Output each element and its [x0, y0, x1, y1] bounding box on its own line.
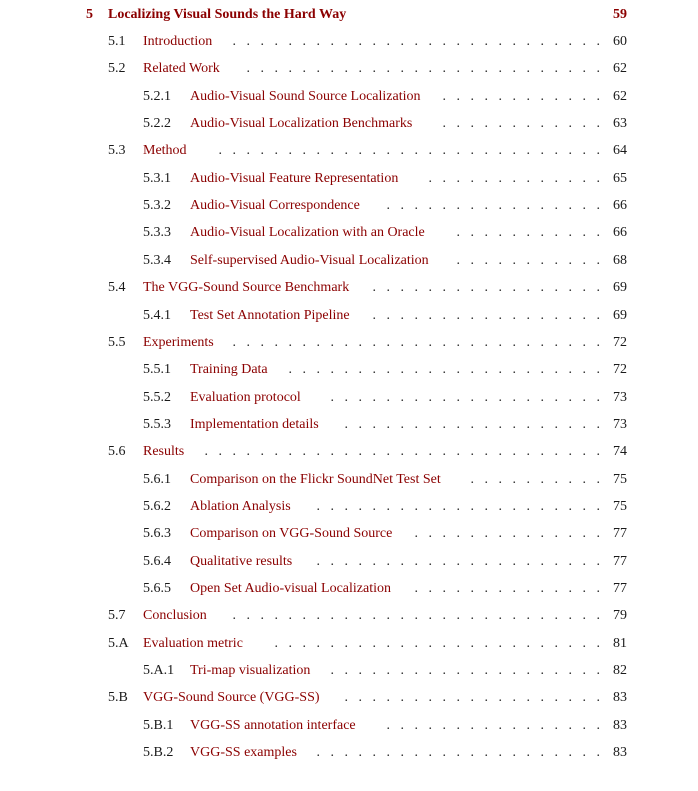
page-number: 83 [613, 717, 627, 733]
toc-section-row [0, 634, 698, 654]
section-number: 5.B [108, 690, 128, 706]
toc-section-row [0, 688, 698, 708]
section-title-link[interactable]: Related Work [143, 61, 220, 77]
subsection-number: 5.6.5 [143, 581, 171, 596]
toc-subsection-row [0, 524, 698, 544]
chapter-title-link[interactable]: Localizing Visual Sounds the Hard Way [108, 7, 347, 22]
toc-subsection-row [0, 306, 698, 326]
subsection-number: 5.5.3 [143, 416, 171, 432]
dot-leader: . . . . . . . . . . . . . . . . [386, 717, 600, 733]
section-title-link[interactable]: VGG-Sound Source (VGG-SS) [143, 690, 320, 706]
dot-leader: . . . . . . . . . . . . [442, 116, 600, 132]
dot-leader: . . . . . . . . . . . . . . . . . . . . [330, 389, 600, 405]
toc-subsection-row [0, 497, 698, 517]
toc-subsection-row [0, 196, 698, 216]
toc-subsection-row [0, 579, 698, 599]
toc-section-row [0, 59, 698, 79]
subsection-title-link[interactable]: Implementation details [190, 416, 319, 432]
subsection-number: 5.B.2 [143, 745, 174, 761]
section-title-link[interactable]: Introduction [143, 34, 213, 49]
page-number: 62 [613, 61, 627, 77]
toc-subsection-row [0, 415, 698, 435]
subsection-number: 5.3.2 [143, 198, 171, 214]
page-number: 72 [613, 334, 627, 350]
subsection-number: 5.6.2 [143, 498, 171, 514]
section-title-link[interactable]: Results [143, 444, 185, 460]
page-number: 65 [613, 170, 627, 186]
toc-subsection-row [0, 360, 698, 380]
subsection-title-link[interactable]: Self-supervised Audio-Visual Localization [190, 252, 429, 268]
section-title-link[interactable]: Evaluation metric [143, 635, 243, 651]
subsection-title-link[interactable]: Ablation Analysis [190, 498, 291, 514]
subsection-title-link[interactable]: VGG-SS examples [190, 745, 297, 761]
page-number: 72 [613, 362, 627, 378]
subsection-title-link[interactable]: Test Set Annotation Pipeline [190, 307, 350, 323]
dot-leader: . . . . . . . . . . [470, 471, 600, 487]
subsection-number: 5.3.1 [143, 170, 171, 186]
subsection-number: 5.2.2 [143, 116, 171, 132]
dot-leader: . . . . . . . . . . . . . . . . . . . . . . . . [274, 635, 600, 651]
page-number: 74 [613, 444, 627, 460]
subsection-number: 5.6.4 [143, 553, 171, 569]
subsection-number: 5.2.1 [143, 88, 171, 104]
page-number: 66 [613, 198, 627, 214]
page-number: 83 [613, 745, 627, 761]
subsection-number: 5.A.1 [143, 663, 175, 679]
dot-leader: . . . . . . . . . . . . . . . . . . . . . [316, 498, 600, 514]
dot-leader: . . . . . . . . . . . . . . . . . . . [344, 690, 600, 706]
toc-section-row [0, 32, 698, 52]
subsection-title-link[interactable]: Audio-Visual Correspondence [190, 198, 360, 214]
subsection-number: 5.5.1 [143, 362, 171, 378]
toc-subsection-row [0, 743, 698, 763]
subsection-title-link[interactable]: Qualitative results [190, 553, 293, 569]
toc-subsection-row [0, 552, 698, 572]
toc-subsection-row [0, 716, 698, 736]
dot-leader: . . . . . . . . . . . . . . . . [386, 198, 600, 214]
page-number: 82 [613, 663, 627, 679]
subsection-title-link[interactable]: Comparison on the Flickr SoundNet Test Set [190, 471, 441, 487]
dot-leader: . . . . . . . . . . . . . . . . . . . . . [316, 745, 600, 761]
toc-section-row [0, 141, 698, 161]
page-number: 62 [613, 88, 627, 104]
subsection-number: 5.3.4 [143, 252, 171, 268]
dot-leader: . . . . . . . . . . . . . . . . . . . . . . . [288, 362, 600, 378]
section-title-link[interactable]: Method [143, 143, 187, 159]
dot-leader: . . . . . . . . . . . . . . . . . . . [344, 416, 600, 432]
dot-leader: . . . . . . . . . . . [456, 225, 600, 241]
toc-section-row [0, 606, 698, 626]
dot-leader: . . . . . . . . . . . . . . . . . [372, 307, 600, 323]
subsection-number: 5.B.1 [143, 717, 174, 733]
dot-leader: . . . . . . . . . . . . . [428, 170, 600, 186]
page-number: 79 [613, 608, 627, 624]
subsection-number: 5.5.2 [143, 389, 171, 405]
subsection-title-link[interactable]: Evaluation protocol [190, 389, 301, 405]
dot-leader: . . . . . . . . . . . [456, 252, 600, 268]
subsection-title-link[interactable]: Audio-Visual Localization Benchmarks [190, 116, 413, 132]
page-number: 73 [613, 389, 627, 405]
page-number: 77 [613, 526, 627, 542]
page-number: 81 [613, 635, 627, 651]
page-number: 68 [613, 252, 627, 268]
chapter-number: 5 [86, 7, 93, 22]
subsection-number: 5.3.3 [143, 225, 171, 241]
dot-leader: . . . . . . . . . . . . . . . . . . . . . . . . . . . . [218, 143, 600, 159]
toc-section-row [0, 278, 698, 298]
section-number: 5.2 [108, 61, 126, 77]
page-number: 63 [613, 116, 627, 132]
dot-leader: . . . . . . . . . . . . . . . . . . . . . . . . . . . [232, 608, 600, 624]
toc-subsection-row [0, 661, 698, 681]
section-title-link[interactable]: The VGG-Sound Source Benchmark [143, 280, 350, 296]
toc-section-row [0, 333, 698, 353]
subsection-title-link[interactable]: Comparison on VGG-Sound Source [190, 526, 393, 542]
section-number: 5.3 [108, 143, 126, 159]
dot-leader: . . . . . . . . . . . . . . . . . . . . . [316, 553, 600, 569]
toc-subsection-row [0, 87, 698, 107]
section-number: 5.1 [108, 34, 126, 49]
page-number: 77 [613, 553, 627, 569]
section-title-link[interactable]: Experiments [143, 334, 214, 350]
dot-leader: . . . . . . . . . . . . . . . . . [372, 280, 600, 296]
chapter-page-number: 59 [613, 7, 627, 22]
dot-leader: . . . . . . . . . . . . . . . . . . . . . . . . . . . . . [204, 444, 600, 460]
subsection-title-link[interactable]: Tri-map visualization [190, 663, 311, 679]
section-number: 5.A [108, 635, 129, 651]
page-number: 60 [613, 34, 627, 49]
subsection-number: 5.6.1 [143, 471, 171, 487]
toc-chapter-row [0, 5, 698, 25]
dot-leader: . . . . . . . . . . . . . . . . . . . . . . . . . . . [232, 34, 600, 49]
toc-subsection-row [0, 169, 698, 189]
dot-leader: . . . . . . . . . . . . . . [414, 526, 600, 542]
page-number: 75 [613, 498, 627, 514]
page-number: 73 [613, 416, 627, 432]
page-number: 83 [613, 690, 627, 706]
subsection-number: 5.6.3 [143, 526, 171, 542]
toc-section-row [0, 442, 698, 462]
subsection-title-link[interactable]: Training Data [190, 362, 268, 378]
section-number: 5.6 [108, 444, 126, 460]
page-number: 75 [613, 471, 627, 487]
subsection-number: 5.4.1 [143, 307, 171, 323]
subsection-title-link[interactable]: Audio-Visual Sound Source Localization [190, 88, 421, 104]
dot-leader: . . . . . . . . . . . . . . . . . . . . . . . . . . . [232, 334, 600, 350]
section-title-link[interactable]: Conclusion [143, 608, 207, 624]
dot-leader: . . . . . . . . . . . . [442, 88, 600, 104]
subsection-title-link[interactable]: VGG-SS annotation interface [190, 717, 356, 733]
toc-subsection-row [0, 114, 698, 134]
toc-subsection-row [0, 251, 698, 271]
dot-leader: . . . . . . . . . . . . . . [414, 581, 600, 596]
section-number: 5.4 [108, 280, 126, 296]
page-number: 64 [613, 143, 627, 159]
page-number: 66 [613, 225, 627, 241]
subsection-title-link[interactable]: Audio-Visual Localization with an Oracle [190, 225, 425, 241]
toc-subsection-row [0, 470, 698, 490]
subsection-title-link[interactable]: Open Set Audio-visual Localization [190, 581, 392, 596]
page-number: 77 [613, 581, 627, 596]
toc-subsection-row [0, 388, 698, 408]
page-number: 69 [613, 280, 627, 296]
section-number: 5.5 [108, 334, 126, 350]
dot-leader: . . . . . . . . . . . . . . . . . . . . [330, 663, 600, 679]
subsection-title-link[interactable]: Audio-Visual Feature Representation [190, 170, 399, 186]
dot-leader: . . . . . . . . . . . . . . . . . . . . . . . . . . [246, 61, 600, 77]
page-number: 69 [613, 307, 627, 323]
section-number: 5.7 [108, 608, 126, 624]
toc-subsection-row [0, 223, 698, 243]
